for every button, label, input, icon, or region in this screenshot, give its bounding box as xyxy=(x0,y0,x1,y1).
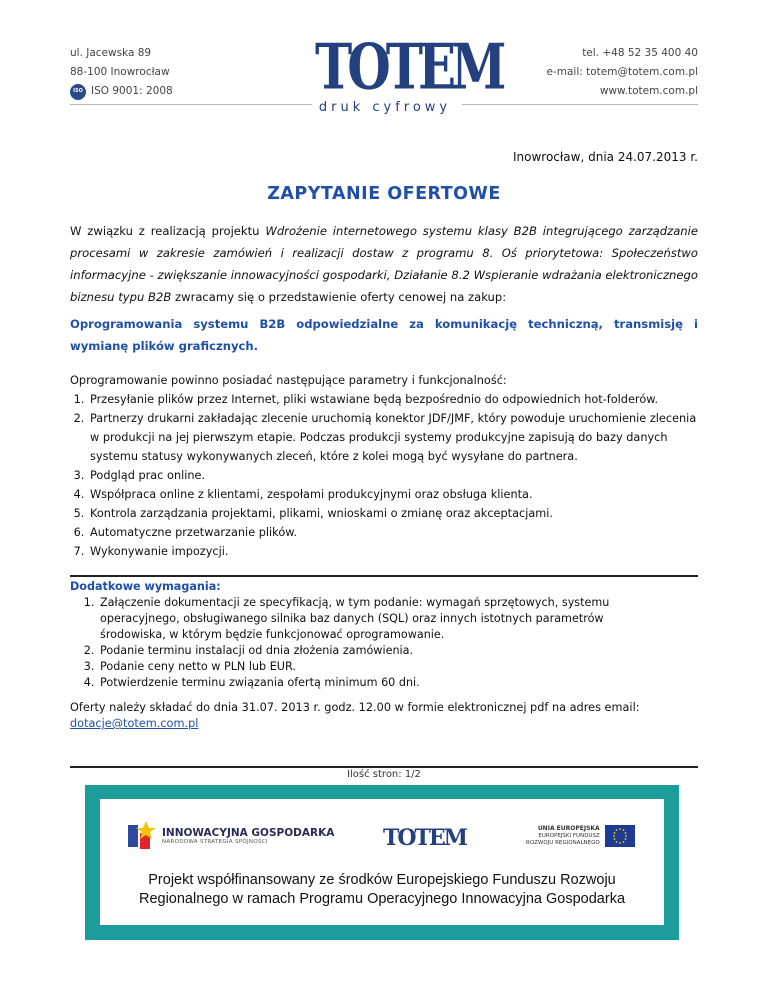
additional-requirements xyxy=(70,579,670,691)
offer-deadline-text: Oferty należy składać do dnia 31.07. 2013 r. godz. 12.00 w formie elektronicznej pdf na adres email: xyxy=(70,701,640,714)
eu-fund-line1: EUROPEJSKI FUNDUSZ xyxy=(538,833,600,839)
footer-divider xyxy=(70,766,698,768)
eu-logo xyxy=(526,825,635,847)
intro-text-end: zwracamy się o przedstawienie oferty cenowej na zakup: xyxy=(171,290,507,304)
requirement-item: 3. Podgląd prac online. xyxy=(88,466,700,485)
additional-requirements-title: Dodatkowe wymagania: xyxy=(70,580,221,593)
funding-banner xyxy=(85,785,679,940)
additional-requirement-item: 4. Potwierdzenie terminu związania ofertą minimum 60 dni. xyxy=(98,675,670,691)
section-divider xyxy=(70,575,698,577)
header-divider-left xyxy=(70,104,312,105)
eu-fund-line2: ROZWOJU REGIONALNEGO xyxy=(526,840,600,846)
funding-caption xyxy=(100,871,664,909)
iso-row xyxy=(70,82,173,101)
additional-requirement-item: 2. Podanie terminu instalacji od dnia złożenia zamówienia. xyxy=(98,643,670,659)
innowacyjna-gospodarka-logo xyxy=(126,819,334,853)
funding-caption-line1: Projekt współfinansowany ze środków Europejskiego Funduszu Rozwoju xyxy=(148,872,616,888)
address-street: ul. Jacewska 89 xyxy=(70,47,152,59)
offer-email-link[interactable]: dotacje@totem.com.pl xyxy=(70,717,199,730)
purchase-subject: Oprogramowania systemu B2B odpowiedzialne za komunikację techniczną, transmisję i wymianę plików graficznych. xyxy=(70,317,698,353)
offer-deadline xyxy=(70,700,710,732)
totem-logo-small: TOTEM xyxy=(383,825,467,851)
iso-certificate-icon: ISO xyxy=(70,84,86,100)
document-date: Inowrocław, dnia 24.07.2013 r. xyxy=(512,150,698,164)
contact-phone: tel. +48 52 35 400 40 xyxy=(582,47,698,59)
additional-requirements-list xyxy=(70,595,670,691)
iso-label: ISO 9001: 2008 xyxy=(91,85,173,97)
additional-requirement-item: 1. Załączenie dokumentacji ze specyfikacją, w tym podanie: wymagań sprzętowych, systemu operacyjnego, obsługiwanego silnika baz danych (SQL) oraz innych istotnych parametrów środowiska, w którym będzie funkcjonować oprogramowanie. xyxy=(98,595,670,643)
contact-website: www.totem.com.pl xyxy=(599,85,698,97)
company-address xyxy=(70,44,173,101)
address-city: 88-100 Inowrocław xyxy=(70,66,170,78)
ig-emblem-icon xyxy=(126,819,156,853)
eu-text xyxy=(526,825,600,847)
logo-tagline: druk cyfrowy xyxy=(318,100,452,115)
intro-paragraph xyxy=(70,220,698,308)
funding-banner-inner xyxy=(100,799,664,925)
requirement-item: 7. Wykonywanie impozycji. xyxy=(88,542,700,561)
logo-wordmark: TOTEM xyxy=(315,29,502,104)
company-contact xyxy=(547,44,699,101)
requirements-list xyxy=(70,390,700,561)
ig-subtitle: NARODOWA STRATEGIA SPÓJNOŚCI xyxy=(162,839,268,845)
requirement-item: 2. Partnerzy drukarni zakładając zlecenie uruchomią konektor JDF/JMF, który powoduje uruchomienie zlecenia w produkcji na jej pierwszym etapie. Podczas produkcji systemy produkcyjne zapisują do bazy danych systemu statusy wykonywanych zleceń, które z kolei mogą być wysyłane do partnera. xyxy=(88,409,700,466)
requirement-item: 6. Automatyczne przetwarzanie plików. xyxy=(88,523,700,542)
contact-email: e-mail: totem@totem.com.pl xyxy=(546,66,698,78)
document-title: ZAPYTANIE OFERTOWE xyxy=(267,184,501,204)
requirements-intro: Oprogramowanie powinno posiadać następujące parametry i funkcjonalność: xyxy=(70,374,507,387)
requirement-item: 1. Przesyłanie plików przez Internet, pliki wstawiane będą bezpośrednio do odpowiednich hot-folderów. xyxy=(88,390,700,409)
requirements-section xyxy=(70,371,700,561)
project-name: Wdrożenie internetowego systemu klasy B2B integrującego zarządzanie procesami w zakresie zamówień i realizacji dostaw z programu 8. Oś priorytetowa: Społeczeństwo informacyjne - zwiększanie innowacyjności gospodarki, Działanie 8.2 Wspieranie wdrażania elektronicznego biznesu typu B2B xyxy=(70,224,698,304)
company-logo xyxy=(315,29,502,115)
requirement-item: 5. Kontrola zarządzania projektami, plikami, wnioskami o zmianę oraz akceptacjami. xyxy=(88,504,700,523)
ig-title: INNOWACYJNA GOSPODARKA xyxy=(162,827,335,839)
eu-title: UNIA EUROPEJSKA xyxy=(537,825,600,832)
funding-caption-line2: Regionalnego w ramach Programu Operacyjnego Innowacyjna Gospodarka xyxy=(138,891,626,907)
eu-flag-icon xyxy=(605,825,635,847)
page-count: Ilość stron: 1/2 xyxy=(347,769,421,780)
requirement-item: 4. Współpraca online z klientami, zespołami produkcyjnymi oraz obsługa klienta. xyxy=(88,485,700,504)
additional-requirement-item: 3. Podanie ceny netto w PLN lub EUR. xyxy=(98,659,670,675)
header-divider-right xyxy=(462,104,698,105)
intro-text-start: W związku z realizacją projektu xyxy=(70,224,266,238)
